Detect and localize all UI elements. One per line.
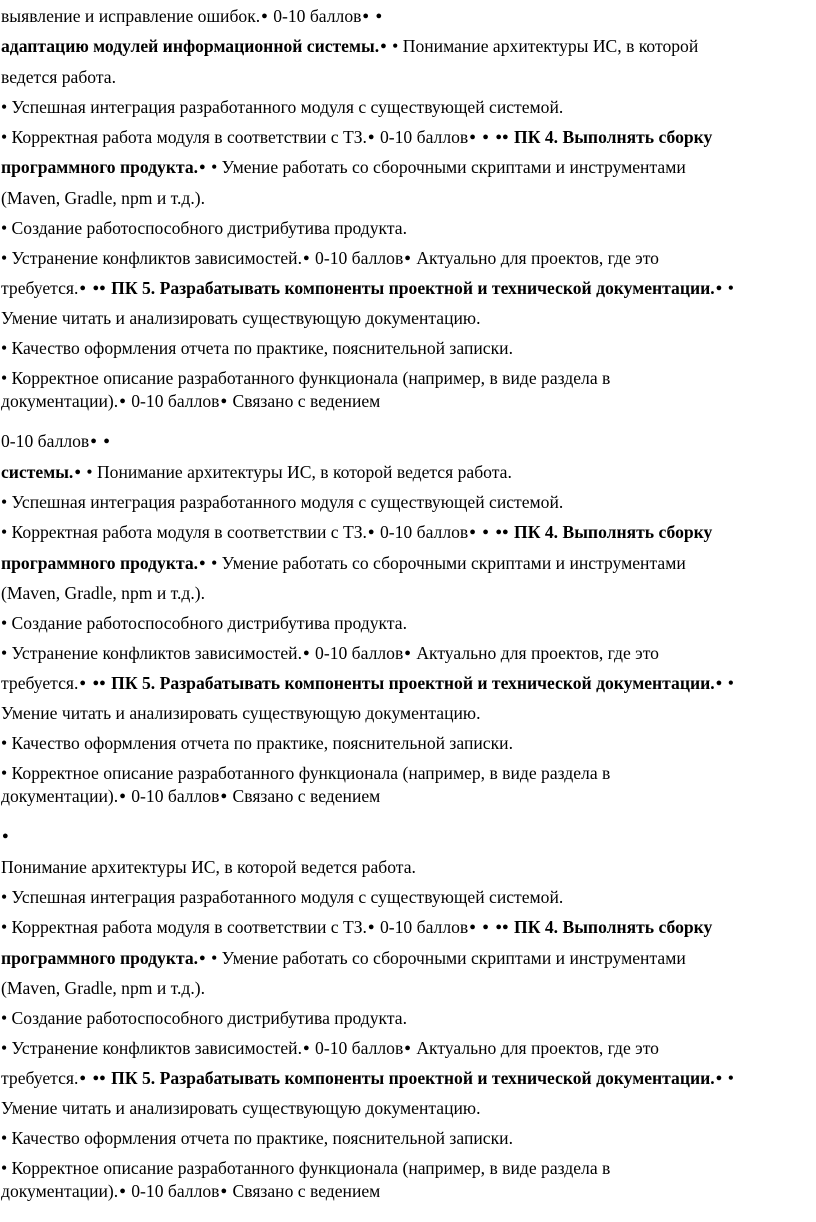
bullet-dot-icon: ● [199, 952, 206, 964]
bullet-dot-icon: ● [79, 677, 87, 689]
body-text: 0-10 баллов [375, 127, 469, 147]
text-line [1, 35, 698, 60]
body-text: (Maven, Gradle, npm и т.д.). [1, 583, 206, 603]
body-text: ведется работа. [1, 67, 116, 87]
body-text [98, 431, 102, 451]
body-text [370, 6, 374, 26]
bold-heading-text: программного продукта. [1, 553, 199, 573]
body-text: • Устранение конфликтов зависимостей. [1, 643, 302, 663]
body-text: • [723, 278, 734, 298]
text-line [1, 521, 712, 546]
body-text: документации). [1, 391, 119, 411]
body-text: • Создание работоспособного дистрибутива продукта. [1, 613, 407, 633]
bullet-dot-icon: ● [469, 131, 476, 143]
bullet-dot-icon: ●● [92, 1072, 106, 1084]
text-line [1, 582, 205, 604]
body-text [87, 673, 91, 693]
text-line [1, 856, 416, 878]
body-text [87, 278, 91, 298]
text-line [1, 916, 712, 941]
body-text: требуется. [1, 278, 79, 298]
body-text: • Умение работать со сборочными скриптами и инструментами [206, 157, 686, 177]
bullet-dot-icon: ● [469, 526, 476, 538]
text-line [1, 612, 407, 634]
body-text: Умение читать и анализировать существующую документацию. [1, 308, 481, 328]
body-text: Связано с ведением [228, 786, 381, 806]
bullet-dot-icon: ●● [495, 921, 509, 933]
text-line [1, 825, 10, 850]
text-line [1, 187, 205, 209]
text-line [1, 66, 116, 88]
text-line [1, 672, 734, 697]
body-text: Актуально для проектов, где это [411, 1038, 659, 1058]
body-text: 0-10 баллов [126, 1181, 220, 1201]
bullet-dot-icon: ● [362, 10, 370, 22]
bold-heading-text: адаптацию модулей информационной системы. [1, 36, 380, 56]
bullet-dot-icon: ● [220, 1185, 228, 1197]
bullet-dot-icon: ●● [495, 526, 509, 538]
bullet-dot-icon: ● [119, 1185, 126, 1197]
text-line [1, 762, 610, 784]
bullet-dot-icon: ● [380, 40, 387, 52]
text-line [1, 1007, 407, 1029]
text-line [1, 367, 610, 389]
bullet-dot-icon: ● [302, 647, 310, 659]
bullet-dot-icon: ● [367, 131, 375, 143]
bold-heading-text: ПК 4. Выполнять сборку [509, 917, 713, 937]
bullet-dot-icon: ● [367, 921, 375, 933]
body-text: • Умение работать со сборочными скриптами и инструментами [206, 553, 686, 573]
bullet-dot-icon: ● [119, 395, 126, 407]
bullet-dot-icon: ● [482, 921, 489, 933]
body-text [87, 1068, 91, 1088]
body-text: Связано с ведением [228, 1181, 381, 1201]
body-text: • Качество оформления отчета по практике, пояснительной записки. [1, 733, 513, 753]
text-line [1, 1127, 513, 1149]
body-text: 0-10 баллов [375, 917, 469, 937]
text-line [1, 491, 563, 513]
text-line [1, 732, 513, 754]
body-text: • Корректное описание разработанного функционала (например, в виде раздела в [1, 763, 611, 783]
bullet-dot-icon: ● [302, 1042, 310, 1054]
body-text [490, 127, 494, 147]
body-text: 0-10 баллов [126, 391, 220, 411]
bullet-dot-icon: ● [482, 526, 489, 538]
body-text: • Корректная работа модуля в соответствии с ТЗ. [1, 522, 367, 542]
bullet-dot-icon: ● [367, 526, 375, 538]
body-text: 0-10 баллов [310, 248, 404, 268]
bullet-dot-icon: ● [715, 677, 723, 689]
bullet-dot-icon: ● [404, 252, 411, 264]
body-text: • Успешная интеграция разработанного модуля с существующей системой. [1, 492, 564, 512]
bold-heading-text: ПК 5. Разрабатывать компоненты проектной и технической документации. [106, 278, 715, 298]
text-line [1, 217, 407, 239]
body-text: • Понимание архитектуры ИС, в которой [387, 36, 699, 56]
body-text: (Maven, Gradle, npm и т.д.). [1, 978, 206, 998]
bold-heading-text: системы. [1, 462, 74, 482]
bullet-dot-icon: ● [404, 1042, 411, 1054]
bullet-dot-icon: ● [302, 252, 310, 264]
body-text: • Корректная работа модуля в соответствии с ТЗ. [1, 127, 367, 147]
body-text: • Корректное описание разработанного функционала (например, в виде раздела в [1, 368, 611, 388]
text-line [1, 156, 686, 181]
bullet-dot-icon: ● [79, 282, 87, 294]
body-text [490, 522, 494, 542]
bold-heading-text: программного продукта. [1, 948, 199, 968]
bullet-dot-icon: ● [103, 435, 110, 447]
body-text: • Качество оформления отчета по практике, пояснительной записки. [1, 338, 513, 358]
text-line [1, 1067, 734, 1092]
body-text: 0-10 баллов [1, 431, 90, 451]
body-text: Связано с ведением [228, 391, 381, 411]
body-text [477, 917, 481, 937]
body-text: • Устранение конфликтов зависимостей. [1, 248, 302, 268]
bullet-dot-icon: ●● [495, 131, 509, 143]
body-text: Умение читать и анализировать существующую документацию. [1, 703, 481, 723]
text-line [1, 947, 686, 972]
text-line [1, 337, 513, 359]
bullet-dot-icon: ● [469, 921, 476, 933]
bullet-dot-icon: ● [715, 1072, 723, 1084]
body-text: • [723, 673, 734, 693]
body-text: • Качество оформления отчета по практике, пояснительной записки. [1, 1128, 513, 1148]
text-line [1, 390, 380, 415]
body-text: • Понимание архитектуры ИС, в которой ведется работа. [81, 462, 512, 482]
bullet-dot-icon: ● [375, 10, 383, 22]
body-text: Умение читать и анализировать существующую документацию. [1, 1098, 481, 1118]
bullet-dot-icon: ● [199, 161, 206, 173]
text-line [1, 702, 480, 724]
body-text: документации). [1, 786, 119, 806]
bullet-dot-icon: ● [220, 790, 228, 802]
text-line [1, 1097, 480, 1119]
bullet-dot-icon: ● [79, 1072, 87, 1084]
body-text: • Успешная интеграция разработанного модуля с существующей системой. [1, 887, 564, 907]
text-line [1, 642, 659, 667]
body-text: 0-10 баллов [268, 6, 362, 26]
bullet-dot-icon: ● [404, 647, 411, 659]
bullet-dot-icon: ● [715, 282, 723, 294]
bullet-dot-icon: ● [482, 131, 489, 143]
body-text: требуется. [1, 673, 79, 693]
body-text: • [723, 1068, 734, 1088]
body-text: (Maven, Gradle, npm и т.д.). [1, 188, 206, 208]
body-text: Актуально для проектов, где это [411, 643, 659, 663]
text-line [1, 1037, 659, 1062]
text-line [1, 977, 205, 999]
text-line [1, 1180, 380, 1205]
bullet-dot-icon: ● [220, 395, 228, 407]
body-text [477, 522, 481, 542]
body-text: Актуально для проектов, где это [411, 248, 659, 268]
body-text: • Создание работоспособного дистрибутива продукта. [1, 218, 407, 238]
body-text: 0-10 баллов [310, 1038, 404, 1058]
bullet-dot-icon: ● [119, 790, 126, 802]
body-text: • Корректная работа модуля в соответствии с ТЗ. [1, 917, 367, 937]
body-text: 0-10 баллов [126, 786, 220, 806]
body-text: • Корректное описание разработанного функционала (например, в виде раздела в [1, 1158, 611, 1178]
bold-heading-text: программного продукта. [1, 157, 199, 177]
body-text: • Умение работать со сборочными скриптами и инструментами [206, 948, 686, 968]
bullet-dot-icon: ● [199, 557, 206, 569]
text-line [1, 126, 712, 151]
bold-heading-text: ПК 4. Выполнять сборку [509, 522, 713, 542]
bullet-dot-icon: ●● [92, 677, 106, 689]
body-text: Понимание архитектуры ИС, в которой ведется работа. [1, 857, 416, 877]
bullet-dot-icon: ● [261, 10, 268, 22]
text-line [1, 307, 480, 329]
text-line [1, 461, 512, 486]
bold-heading-text: ПК 5. Разрабатывать компоненты проектной и технической документации. [106, 1068, 715, 1088]
text-line [1, 886, 563, 908]
text-line [1, 785, 380, 810]
body-text: документации). [1, 1181, 119, 1201]
bullet-dot-icon: ● [90, 435, 97, 447]
text-line [1, 96, 563, 118]
body-text: • Создание работоспособного дистрибутива продукта. [1, 1008, 407, 1028]
body-text: 0-10 баллов [310, 643, 404, 663]
bold-heading-text: ПК 4. Выполнять сборку [509, 127, 713, 147]
body-text: требуется. [1, 1068, 79, 1088]
body-text [477, 127, 481, 147]
body-text: выявление и исправление ошибок. [1, 6, 261, 26]
text-line [1, 277, 734, 302]
bold-heading-text: ПК 5. Разрабатывать компоненты проектной и технической документации. [106, 673, 715, 693]
body-text: • Успешная интеграция разработанного модуля с существующей системой. [1, 97, 564, 117]
text-line [1, 247, 659, 272]
text-line [1, 1157, 610, 1179]
body-text [490, 917, 494, 937]
bullet-dot-icon: ● [74, 466, 81, 478]
body-text: 0-10 баллов [375, 522, 469, 542]
text-line [1, 430, 111, 455]
text-line [1, 552, 686, 577]
bullet-dot-icon: ●● [92, 282, 106, 294]
text-line [1, 5, 383, 30]
bullet-dot-icon: ● [2, 830, 9, 842]
body-text: • Устранение конфликтов зависимостей. [1, 1038, 302, 1058]
